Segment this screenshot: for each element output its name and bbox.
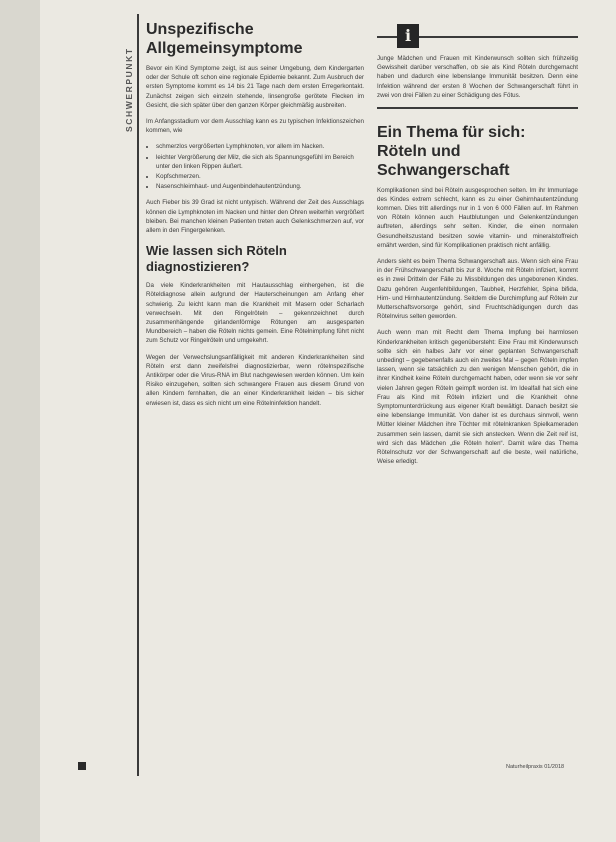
list-item: • schmerzlos vergrößerten Lymphknoten, vor allem im Nacken. bbox=[156, 142, 364, 151]
info-icon: i bbox=[397, 24, 419, 48]
symptom-list bbox=[146, 142, 364, 191]
left-subheading: Wie lassen sich Röteln diagnostizieren? bbox=[146, 243, 287, 275]
info-bottom-rule bbox=[377, 107, 578, 109]
right-paragraph-2: Anders sieht es beim Thema Schwangerschaft aus. Wenn sich eine Frau in der Frühschwangerschaft bis zur 8. Woche mit Röteln infiziert, kommt es in zwei Dritteln der Fälle zu Missbildungen des ungeborenen Kindes. Dazu gehören Augenfehlbildungen, Taubheit, Herzfehler, Spina bifida, Hirn- und Hirnhautentzündung. Seitdem die Durchimpfung auf Röteln zur Mutterschaftsvorsorge gehört, sind Fruchtschädigungen durch das Rötelnvirus selten geworden. bbox=[377, 257, 578, 321]
left-paragraph-5: Wegen der Verwechslungsanfälligkeit mit anderen Kinderkrankheiten sind Röteln erst dann zweifelsfrei diagnostizierbar, wenn rötelnspezifische Antikörper oder die Virus-RNA im Blut nachgewiesen werden können. Um kein Risiko einzugehen, sollten sich schwangere Frauen aus diesem Grund von allen Kindern fernhalten, die an einer Kinderkrankheit leiden – bis sicher erwiesen ist, dass es sich nicht um eine Rötelninfektion handelt. bbox=[146, 353, 364, 407]
right-paragraph-3: Auch wenn man mit Recht dem Thema Impfung bei harmlosen Kinderkrankheiten kritisch gegenübersteht: Eine Frau mit Kinderwunsch sollte sich ein halbes Jahr vor einer geplanten Schwangerschaft unbedingt – gegebenenfalls auch ein zweites Mal – gegen Röteln impfen lassen, wenn sie tatsächlich zu den wenigen Menschen gehört, die in ihrer Kindheit keine Röteln durchgemacht haben, oder wenn sie vor sehr vielen Jahren gegen Röteln geimpft worden ist. Im Idealfall hat sich eine Frau als Kind mit Röteln infiziert und die Krankheit ohne Symptomunterdrückung aus eigener Kraft bewältigt. Danach besitzt sie eine lebenslange Immunität. Von daher ist es durchaus sinnvoll, wenn Mütter kleiner Mädchen ihre Töchter mit rötelnkranken Spielkameraden zusammen sein lassen, damit sie sich anstecken. Wenn die Zeit reif ist, wird sich das Mädchen „die Röteln holen“. Damit wäre das Thema Rötelnschutz vor der Schwangerschaft auf die beste, weil natürliche, Weise erledigt. bbox=[377, 329, 578, 466]
right-paragraph-1: Komplikationen sind bei Röteln ausgesprochen selten. Im ihr Immunlage des Kindes extrem schlecht, kann es zu einer Gehirnhautentzündung kommen. Dies tritt allerdings nur in 1 von 6 000 Fällen auf. Im Rahmen von Röteln können auch Hautblutungen und Gelenkentzündungen auftreten, allerdings sehr selten. Kinder, die einen normalen Gesundheitszustand besitzen sowie vitamin- und mineralstoffreich ernährt werden, sind für Komplikationen praktisch nicht anfällig. bbox=[377, 186, 578, 249]
left-title: Unspezifische Allgemeinsymptome bbox=[146, 21, 303, 57]
right-title: Ein Thema für sich: Röteln und Schwangerschaft bbox=[377, 123, 526, 179]
right-column bbox=[377, 20, 578, 473]
section-side-label bbox=[112, 22, 134, 132]
vertical-divider bbox=[137, 14, 139, 776]
left-paragraph-4: Da viele Kinderkrankheiten mit Hautausschlag einhergehen, ist die Röteldiagnose allein aufgrund der Hauterscheinungen am Anfang eher schwierig. Zu leicht kann man die Krankheit mit Masern oder Scharlach verwechseln. Mit den Ringelröteln – gekennzeichnet durch zusammenhängende girlandenförmige Rötungen am ausgesparten Mundbereich – haben die Röteln nichts gemein. Eine Rötelnimpfung führt nicht zum Schutz vor Ringelröteln und umgekehrt. bbox=[146, 282, 364, 345]
page-number-marker bbox=[78, 762, 86, 770]
list-item: • Nasenschleimhaut- und Augenbindehautentzündung. bbox=[156, 182, 364, 191]
list-item: • leichter Vergrößerung der Milz, die sich als Spannungsgefühl im Bereich unter den linken Rippen äußert. bbox=[156, 153, 364, 171]
info-text: Junge Mädchen und Frauen mit Kinderwunsch sollten sich frühzeitig Gewissheit darüber verschaffen, ob sie als Kind Röteln durchgemacht haben und dadurch eine lebenslange Immunität besitzen. Denn eine Infektion während der ersten 8 Wochen der Schwangerschaft führt in zwei von drei Fällen zu einer Schädigung des Fötus. bbox=[377, 55, 578, 99]
list-item: • Kopfschmerzen. bbox=[156, 172, 364, 181]
left-paragraph-2: Im Anfangsstadium vor dem Ausschlag kann es zu typischen Infektionszeichen kommen, wie bbox=[146, 118, 364, 135]
left-paragraph-3: Auch Fieber bis 39 Grad ist nicht untypisch. Während der Zeit des Ausschlags können die Lymphknoten im Nacken und hinter den Ohren weiterhin vergrößert bleiben. Bei manchen kleinen Patienten treten auch Gelenkschmerzen auf, vor allem in den Fingergelenken. bbox=[146, 199, 364, 235]
left-column bbox=[146, 20, 364, 415]
left-paragraph-1: Bevor ein Kind Symptome zeigt, ist aus seiner Umgebung, dem Kindergarten oder der Schule oft schon eine regionale Epidemie bekannt. Zum Ausbruch der ersten Symptome kommt es 14 bis 21 Tage nach dem ersten Erregerkontakt. Zunächst zeigen sich einzeln stehende, linsengroße gerötete Flecken im Gesicht, die sich später über den ganzen Körper gleichmäßig ausbreiten. bbox=[146, 65, 364, 109]
footer-publication: Naturheilpraxis 01/2018 bbox=[506, 764, 565, 770]
info-box bbox=[377, 20, 578, 109]
section-label-text: SCHWERPUNKT bbox=[124, 47, 134, 132]
